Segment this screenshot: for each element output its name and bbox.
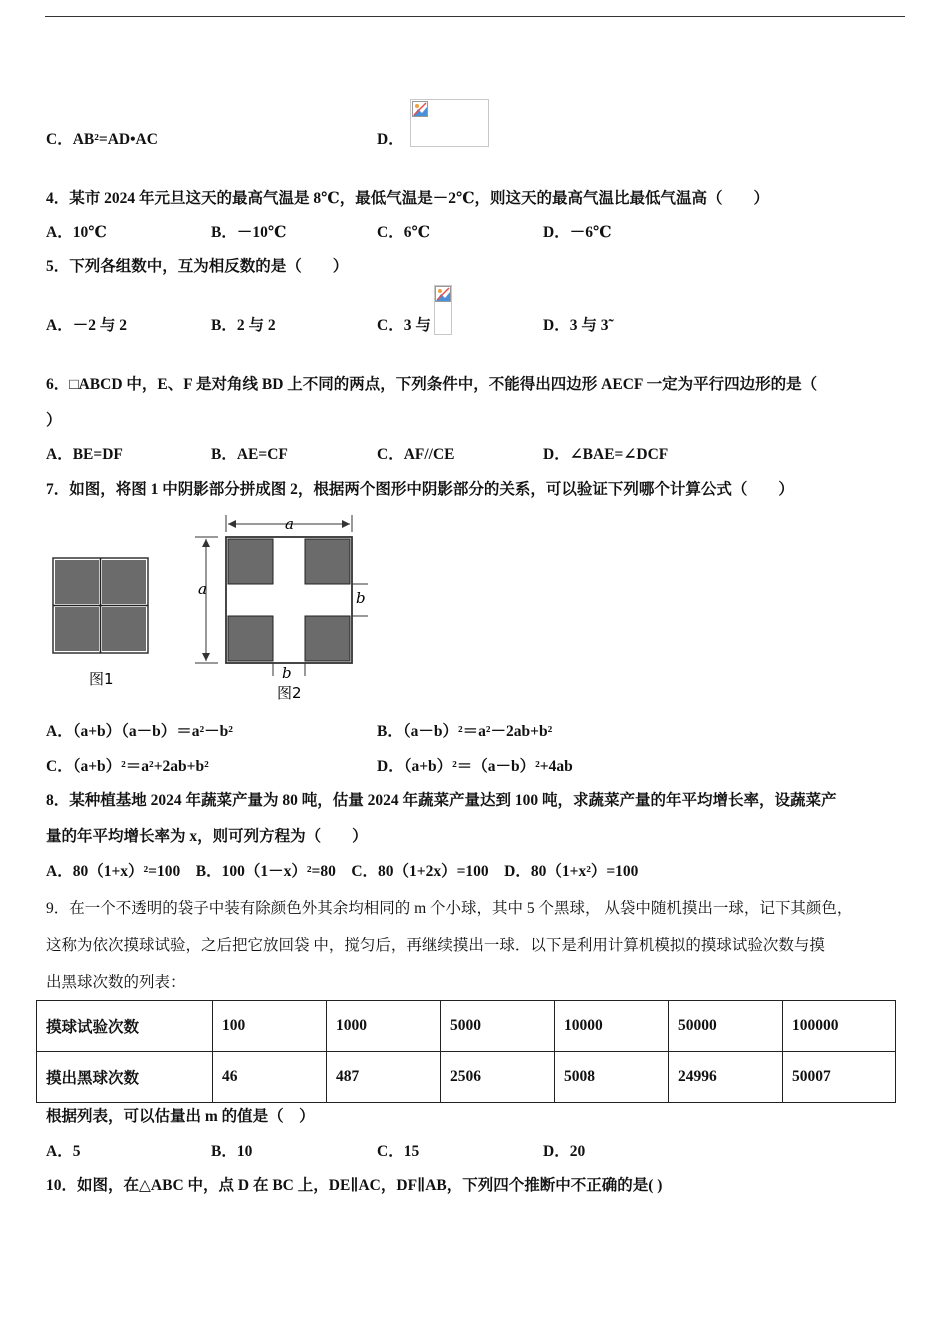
table-cell: 5000: [441, 1001, 555, 1052]
image-placeholder-icon: [435, 286, 451, 302]
figure-1: [53, 558, 148, 653]
table-cell: 摸出黑球次数: [37, 1052, 213, 1103]
q6-stem-line1: 6．□ABCD 中，E、F 是对角线 BD 上不同的两点，下列条件中，不能得出四边形 AECF 一定为平行四边形的是（: [46, 376, 818, 393]
table-cell: 1000: [327, 1001, 441, 1052]
q5-stem: 5．下列各组数中，互为相反数的是（ ）: [46, 258, 349, 275]
table-row: [37, 1001, 896, 1052]
q9-stem-line3: 出黑球次数的列表：: [46, 974, 186, 991]
q7-option-d: D．（a+b）²＝（a－b）²+4ab: [377, 758, 573, 775]
q9-stem-line1: 9．在一个不透明的袋子中装有除颜色外其余均相同的 m 个小球，其中 5 个黑球， 从袋中随机摸出一球，记下其颜色，: [46, 900, 853, 917]
q9-stem-line2: 这称为依次摸球试验，之后把它放回袋 中，搅匀后，再继续摸出一球．以下是利用计算机模拟的摸球试验次数与摸: [46, 937, 825, 954]
table-cell: 50000: [669, 1001, 783, 1052]
table-row: [37, 1052, 896, 1103]
q7-stem: 7．如图，将图 1 中阴影部分拼成图 2，根据两个图形中阴影部分的关系，可以验证下列哪个计算公式（ ）: [46, 481, 794, 498]
image-placeholder-icon: [412, 101, 428, 117]
broken-image-icon: [434, 285, 452, 335]
label-b-right: b: [356, 589, 366, 607]
q6-option-c: C．AF//CE: [377, 446, 455, 463]
q9-option-b: B．10: [211, 1143, 253, 1160]
q9-table: [36, 1000, 896, 1103]
q5-option-b: B．2 与 2: [211, 317, 276, 334]
figure-2: [195, 515, 368, 676]
q6-option-a: A．BE=DF: [46, 446, 123, 463]
table-cell: 50007: [783, 1052, 896, 1103]
q9-option-d: D．20: [543, 1143, 586, 1160]
q8-stem-line2: 量的年平均增长率为 x，则可列方程为（ ）: [46, 828, 368, 845]
label-a-left: a: [198, 580, 207, 598]
table-cell: 10000: [555, 1001, 669, 1052]
label-b-bottom: b: [282, 664, 292, 682]
q7-option-b: B．（a－b）²＝a²－2ab+b²: [377, 723, 553, 740]
table-cell: 100: [213, 1001, 327, 1052]
table-cell: 2506: [441, 1052, 555, 1103]
table-cell: 46: [213, 1052, 327, 1103]
q7-option-c: C．（a+b）²＝a²+2ab+b²: [46, 758, 209, 775]
q5-option-c: C．3 与: [377, 317, 431, 334]
fig2-caption: 图2: [277, 684, 302, 702]
q8-options: A．80（1+x）²=100 B．100（1－x）²=80 C．80（1+2x）=100 D．80（1+x²）=100: [46, 863, 639, 880]
label-a-top: a: [285, 515, 294, 533]
q5-option-d: D．3 与 3̃: [543, 317, 609, 334]
q10-stem: 10．如图，在△ABC 中，点 D 在 BC 上，DE∥AC，DF∥AB，下列四个推断中不正确的是( ): [46, 1177, 663, 1194]
q9-option-c: C．15: [377, 1143, 420, 1160]
header-rule: [45, 16, 905, 17]
q6-option-b: B．AE=CF: [211, 446, 288, 463]
fig1-caption: 图1: [89, 670, 114, 688]
broken-image-icon: [410, 99, 489, 147]
q9-option-a: A．5: [46, 1143, 81, 1160]
q9-follow: 根据列表，可以估量出 m 的值是（ ）: [46, 1108, 315, 1125]
table-cell: 5008: [555, 1052, 669, 1103]
q4-option-c: C．6℃: [377, 224, 431, 241]
q4-option-b: B．－10℃: [211, 224, 287, 241]
q4-option-a: A．10℃: [46, 224, 107, 241]
table-cell: 100000: [783, 1001, 896, 1052]
q3-option-d: D．: [377, 131, 404, 148]
q7-option-a: A．（a+b）（a－b）＝a²－b²: [46, 723, 233, 740]
q4-option-d: D．－6℃: [543, 224, 612, 241]
q6-stem-line2: ）: [46, 412, 62, 429]
table-cell: 摸球试验次数: [37, 1001, 213, 1052]
q7-figure: [40, 508, 380, 708]
q5-option-a: A．－2 与 2: [46, 317, 127, 334]
table-cell: 487: [327, 1052, 441, 1103]
table-cell: 24996: [669, 1052, 783, 1103]
q3-option-c: C．AB²=AD•AC: [46, 131, 158, 148]
q8-stem-line1: 8．某种植基地 2024 年蔬菜产量为 80 吨，估量 2024 年蔬菜产量达到 100 吨，求蔬菜产量的年平均增长率，设蔬菜产: [46, 792, 837, 809]
q4-stem: 4．某市 2024 年元旦这天的最高气温是 8℃，最低气温是－2℃，则这天的最高气温比最低气温高（ ）: [46, 190, 770, 207]
q6-option-d: D．∠BAE=∠DCF: [543, 446, 669, 463]
